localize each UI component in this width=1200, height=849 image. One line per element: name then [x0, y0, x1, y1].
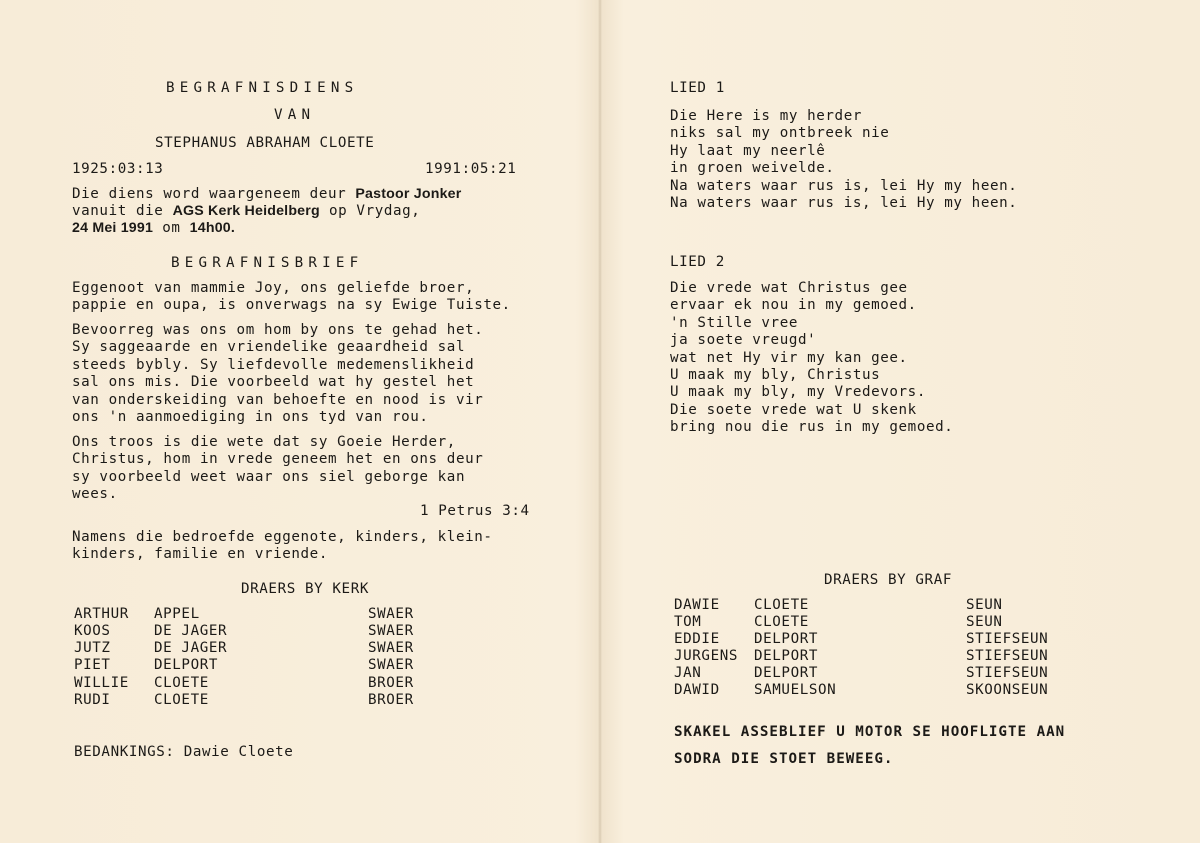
deceased-name: STEPHANUS ABRAHAM CLOETE	[155, 135, 375, 151]
bearer-first-name: JUTZ	[74, 640, 111, 656]
bearer-relation: BROER	[368, 692, 414, 708]
service-text-2: vanuit die	[72, 203, 173, 219]
letter-heading: BEGRAFNISBRIEF	[171, 255, 364, 271]
service-text-3: op Vrydag,	[319, 203, 421, 219]
birth-date: 1925:03:13	[72, 161, 164, 177]
bearer-surname: APPEL	[154, 606, 200, 622]
bearer-relation: SWAER	[368, 606, 414, 622]
bearer-first-name: JURGENS	[674, 648, 738, 664]
service-date: 24 Mei 1991	[72, 220, 154, 236]
bearer-relation: BROER	[368, 675, 414, 691]
acknowledgements: BEDANKINGS: Dawie Cloete	[74, 744, 294, 760]
bearer-relation: SWAER	[368, 657, 414, 673]
bearer-surname: CLOETE	[754, 614, 809, 630]
service-line-2	[72, 203, 420, 220]
bearer-first-name: TOM	[674, 614, 702, 630]
service-heading: BEGRAFNISDIENS	[166, 80, 359, 96]
bearer-first-name: RUDI	[74, 692, 111, 708]
letter-paragraph-4: Namens die bedroefde eggenote, kinders, klein- kinders, familie en vriende.	[72, 529, 493, 563]
bearer-surname: DE JAGER	[154, 640, 228, 656]
bearer-relation: SKOONSEUN	[966, 682, 1049, 698]
service-line-1	[72, 186, 461, 203]
song-2-lyrics: Die vrede wat Christus gee ervaar ek nou in my gemoed. 'n Stille vree ja soete vreugd' wat net Hy vir my kan gee. U maak my bly, Christus U maak my bly, my Vredevors. Die soete vrede wat U skenk bring nou die rus in my gemoed.	[670, 280, 954, 436]
bearer-surname: SAMUELSON	[754, 682, 837, 698]
bearer-surname: CLOETE	[154, 675, 209, 691]
pastor-name: Pastoor Jonker	[355, 186, 462, 202]
bearer-first-name: JAN	[674, 665, 702, 681]
bearer-first-name: ARTHUR	[74, 606, 129, 622]
bearer-surname: CLOETE	[154, 692, 209, 708]
service-text-1: Die diens word waargeneem deur	[72, 186, 356, 202]
headlights-notice: SKAKEL ASSEBLIEF U MOTOR SE HOOFLIGTE AAN	[674, 724, 1066, 740]
letter-paragraph-2: Bevoorreg was ons om hom by ons te gehad het. Sy saggeaarde en vriendelike geaardheid sal steeds bybly. Sy liefdevolle medemenslikheid sal ons mis. Die voorbeeld wat hy gestel het van onderskeiding van behoefte en nood is vir ons 'n aanmoediging in ons tyd van rou.	[72, 322, 484, 426]
letter-paragraph-3: Ons troos is die wete dat sy Goeie Herder, Christus, hom in vrede geneem het en ons deur sy voorbeeld weet waar ons siel geborge kan wees.	[72, 434, 484, 503]
page-fold	[598, 0, 602, 849]
bearer-relation: SWAER	[368, 640, 414, 656]
bearer-relation: STIEFSEUN	[966, 648, 1049, 664]
death-date: 1991:05:21	[425, 161, 517, 177]
bearer-first-name: WILLIE	[74, 675, 129, 691]
bearer-surname: DELPORT	[754, 648, 818, 664]
bearer-first-name: DAWIE	[674, 597, 720, 613]
bearer-surname: CLOETE	[754, 597, 809, 613]
bearer-first-name: KOOS	[74, 623, 111, 639]
van-heading: VAN	[274, 107, 316, 123]
bearer-relation: STIEFSEUN	[966, 665, 1049, 681]
service-time: 14h00.	[189, 220, 236, 236]
bible-verse: 1 Petrus 3:4	[420, 503, 530, 519]
church-bearers-title: DRAERS BY KERK	[241, 581, 369, 597]
service-text-4: om	[153, 220, 190, 236]
song-2-title: LIED 2	[670, 254, 725, 270]
bearer-relation: SEUN	[966, 597, 1003, 613]
bearer-surname: DELPORT	[754, 631, 818, 647]
song-1-lyrics: Die Here is my herder niks sal my ontbreek nie Hy laat my neerlê in groen weivelde. Na waters waar rus is, lei Hy my heen. Na waters waar rus is, lei Hy my heen.	[670, 108, 1018, 212]
letter-paragraph-1: Eggenoot van mammie Joy, ons geliefde broer, pappie en oupa, is onverwags na sy Ewige Tuiste.	[72, 280, 511, 314]
bearer-relation: STIEFSEUN	[966, 631, 1049, 647]
bearer-first-name: DAWID	[674, 682, 720, 698]
bearer-first-name: PIET	[74, 657, 111, 673]
page-edge	[0, 843, 1200, 849]
bearer-relation: SWAER	[368, 623, 414, 639]
procession-notice: SODRA DIE STOET BEWEEG.	[674, 751, 894, 767]
bearer-first-name: EDDIE	[674, 631, 720, 647]
bearer-surname: DELPORT	[754, 665, 818, 681]
bearer-surname: DE JAGER	[154, 623, 228, 639]
grave-bearers-title: DRAERS BY GRAF	[824, 572, 952, 588]
service-line-3	[72, 220, 235, 237]
song-1-title: LIED 1	[670, 80, 725, 96]
bearer-relation: SEUN	[966, 614, 1003, 630]
church-name: AGS Kerk Heidelberg	[172, 203, 320, 219]
bearer-surname: DELPORT	[154, 657, 218, 673]
